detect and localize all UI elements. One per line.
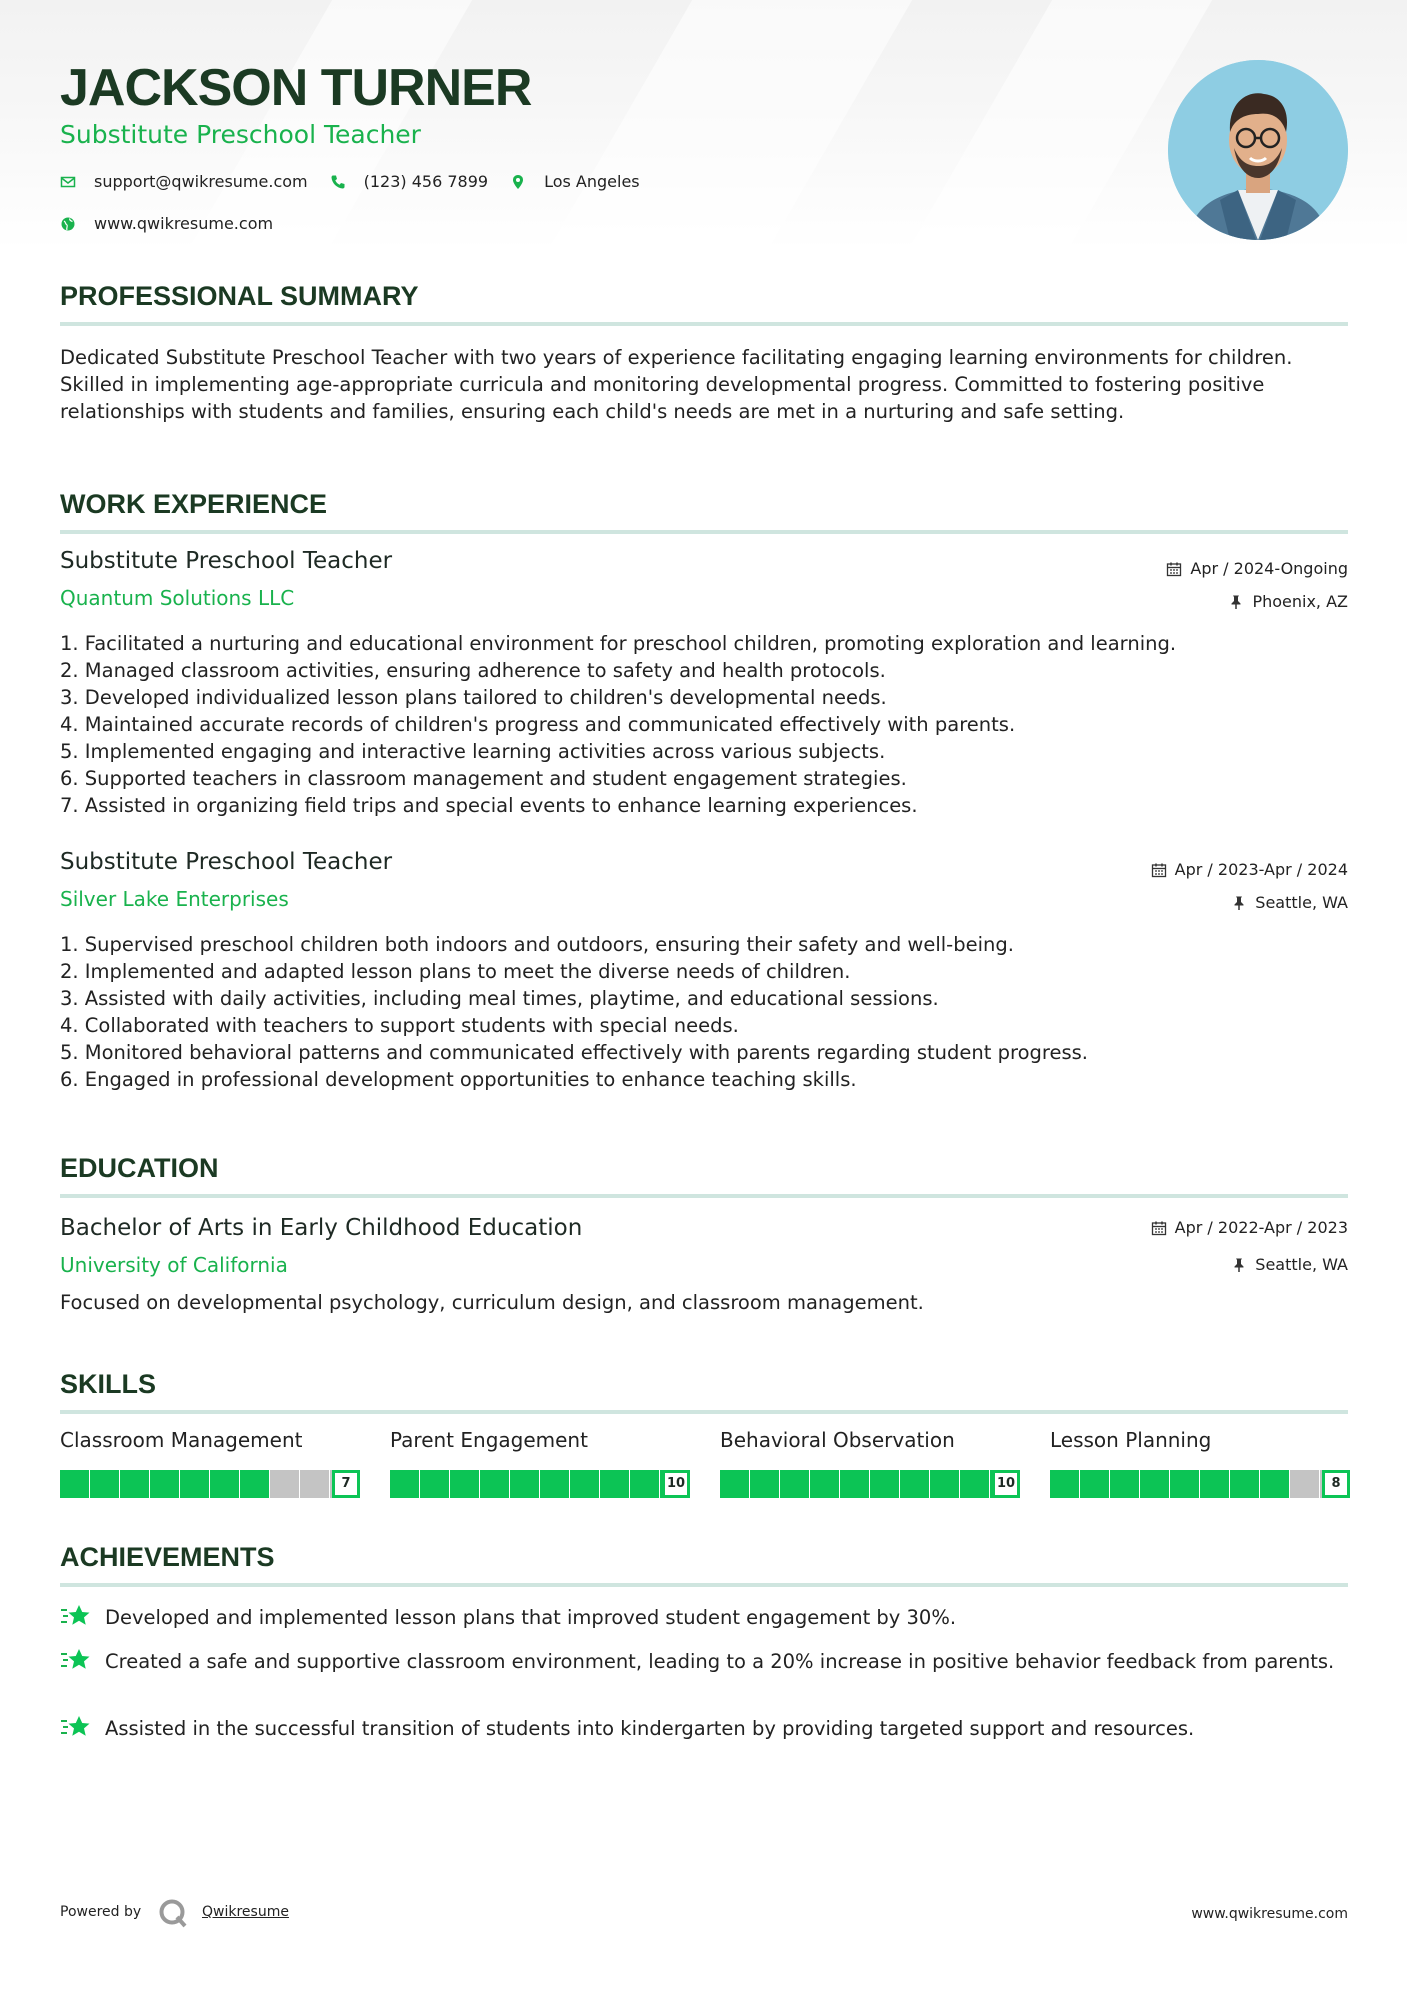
job-dates [1151,860,1348,879]
job-dates-text: Apr / 2023-Apr / 2024 [1174,860,1348,879]
skill-bar-segment [180,1470,209,1498]
calendar-icon [1151,862,1167,878]
skill-bar-segment [630,1470,659,1498]
achievements-heading: ACHIEVEMENTS [60,1541,1348,1587]
phone-icon [330,174,346,190]
skill-bar-segment [1140,1470,1169,1498]
skill-rating-bar [390,1470,690,1498]
skill-item [390,1428,690,1498]
skill-name: Parent Engagement [390,1428,588,1452]
job-duties-list [60,931,1348,1093]
list-item: 6. Supported teachers in classroom management and student engagement strategies. [60,767,907,790]
candidate-role: Substitute Preschool Teacher [60,120,421,149]
skill-bar-segment [420,1470,449,1498]
contact-row-2 [60,214,295,233]
skill-bar-segment [450,1470,479,1498]
job-location [1228,592,1348,611]
list-item: 6. Engaged in professional development opportunities to enhance teaching skills. [60,1068,857,1091]
education-location [1231,1255,1348,1274]
skill-bar-segment [1170,1470,1199,1498]
school-name: University of California [60,1253,288,1277]
skill-bar-segment [780,1470,809,1498]
job-dates-text: Apr / 2024-Ongoing [1190,559,1348,578]
skill-bar-segment [1230,1470,1259,1498]
star-badge-icon [60,1602,92,1630]
skill-rating-bar [60,1470,360,1498]
list-item: 1. Supervised preschool children both indoors and outdoors, ensuring their safety and well-being. [60,933,1014,956]
skill-bar-segment [750,1470,779,1498]
skill-rating-bar [720,1470,1020,1498]
skill-bar-segment [60,1470,89,1498]
skill-bar-segment [1290,1470,1319,1498]
skill-bar-segment [960,1470,989,1498]
skill-item [720,1428,1020,1498]
list-item: 2. Managed classroom activities, ensuring adherence to safety and health protocols. [60,659,886,682]
job-location-text: Phoenix, AZ [1252,592,1348,611]
list-item: 3. Developed individualized lesson plans tailored to children's developmental needs. [60,686,887,709]
pushpin-icon [1231,895,1247,911]
footer [60,1900,1348,1930]
skill-bar-segment [270,1470,299,1498]
list-item: 5. Monitored behavioral patterns and communicated effectively with parents regarding student progress. [60,1041,1088,1064]
achievement-item [60,1715,1348,1742]
footer-website[interactable]: www.qwikresume.com [1191,1906,1348,1922]
skills-heading: SKILLS [60,1368,1348,1414]
pushpin-icon [1231,1257,1247,1273]
contact-email[interactable] [60,172,308,191]
skill-bar-segment [300,1470,329,1498]
skill-name: Behavioral Observation [720,1428,955,1452]
job-location-text: Seattle, WA [1255,893,1348,912]
portrait-illustration [1168,60,1348,240]
achievement-text: Created a safe and supportive classroom environment, leading to a 20% increase in positive behavior feedback from parents. [105,1650,1335,1673]
job-duties-list [60,630,1348,819]
experience-heading: WORK EXPERIENCE [60,488,1348,534]
skill-score: 10 [992,1470,1020,1498]
list-item: 7. Assisted in organizing field trips and special events to enhance learning experiences. [60,794,918,817]
skill-bar-segment [930,1470,959,1498]
skill-bar-segment [720,1470,749,1498]
skill-bar-segment [120,1470,149,1498]
job-dates [1166,559,1348,578]
map-pin-icon [510,174,526,190]
job-title: Substitute Preschool Teacher [60,849,393,875]
education-location-text: Seattle, WA [1255,1255,1348,1274]
profile-photo [1168,60,1348,240]
skill-bar-segment [150,1470,179,1498]
skill-bar-segment [1050,1470,1079,1498]
contact-phone[interactable] [330,172,488,191]
job-company: Silver Lake Enterprises [60,887,289,911]
achievement-item [60,1604,1348,1631]
calendar-icon [1151,1220,1167,1236]
list-item: 3. Assisted with daily activities, including meal times, playtime, and educational sessions. [60,987,939,1010]
list-item: 4. Collaborated with teachers to support students with special needs. [60,1014,739,1037]
contact-row [60,172,662,191]
star-badge-icon [60,1646,92,1674]
website-text: www.qwikresume.com [94,214,274,233]
skill-bar-segment [1080,1470,1109,1498]
skill-name: Lesson Planning [1050,1428,1212,1452]
skill-bar-segment [840,1470,869,1498]
skill-bar-segment [900,1470,929,1498]
skill-bar-segment [540,1470,569,1498]
skill-item [60,1428,360,1498]
skill-bar-segment [810,1470,839,1498]
skill-bar-segment [1200,1470,1229,1498]
qwikresume-link[interactable]: Qwikresume [202,1904,289,1920]
education-heading: EDUCATION [60,1152,1348,1198]
skill-rating-bar [1050,1470,1350,1498]
skill-bar-segment [510,1470,539,1498]
contact-website[interactable] [60,214,273,233]
email-text: support@qwikresume.com [94,172,308,191]
achievement-text: Assisted in the successful transition of students into kindergarten by providing targeted support and resources. [105,1717,1195,1740]
summary-text: Dedicated Substitute Preschool Teacher with two years of experience facilitating engaging learning environments for children. Skilled in implementing age-appropriate curricula and monitoring developmental progress. Committed to fostering positive relationships with students and families, ensuring each child's needs are met in a nurturing and safe setting. [60,346,1293,423]
qwikresume-logo-icon[interactable] [158,1898,188,1928]
location-text: Los Angeles [544,172,640,191]
achievement-text: Developed and implemented lesson plans that improved student engagement by 30%. [105,1606,957,1629]
contact-location [510,172,640,191]
skill-bar-segment [480,1470,509,1498]
job-location [1231,893,1348,912]
calendar-icon [1166,561,1182,577]
envelope-icon [60,174,76,190]
degree-title: Bachelor of Arts in Early Childhood Education [60,1215,583,1241]
powered-by-label: Powered by [60,1904,142,1920]
globe-icon [60,216,76,232]
candidate-name: JACKSON TURNER [60,59,532,117]
skill-bar-segment [600,1470,629,1498]
skill-bar-segment [1260,1470,1289,1498]
list-item: 2. Implemented and adapted lesson plans to meet the diverse needs of children. [60,960,851,983]
achievement-item [60,1648,1348,1675]
skill-score: 7 [332,1470,360,1498]
skill-bar-segment [1110,1470,1139,1498]
pushpin-icon [1228,594,1244,610]
list-item: 4. Maintained accurate records of children's progress and communicated effectively with parents. [60,713,1016,736]
skill-bar-segment [240,1470,269,1498]
skill-name: Classroom Management [60,1428,303,1452]
skill-score: 8 [1322,1470,1350,1498]
skill-score: 10 [662,1470,690,1498]
star-badge-icon [60,1713,92,1741]
skill-bar-segment [90,1470,119,1498]
summary-heading: PROFESSIONAL SUMMARY [60,280,1348,326]
skill-bar-segment [870,1470,899,1498]
education-description: Focused on developmental psychology, curriculum design, and classroom management. [60,1291,924,1314]
skill-bar-segment [570,1470,599,1498]
phone-text: (123) 456 7899 [363,172,489,191]
job-company: Quantum Solutions LLC [60,586,295,610]
job-title: Substitute Preschool Teacher [60,548,393,574]
skill-bar-segment [390,1470,419,1498]
skill-item [1050,1428,1350,1498]
skill-bar-segment [210,1470,239,1498]
education-dates-text: Apr / 2022-Apr / 2023 [1174,1218,1348,1237]
education-dates [1151,1218,1348,1237]
list-item: 5. Implemented engaging and interactive learning activities across various subjects. [60,740,886,763]
list-item: 1. Facilitated a nurturing and educational environment for preschool children, promoting exploration and learning. [60,632,1177,655]
